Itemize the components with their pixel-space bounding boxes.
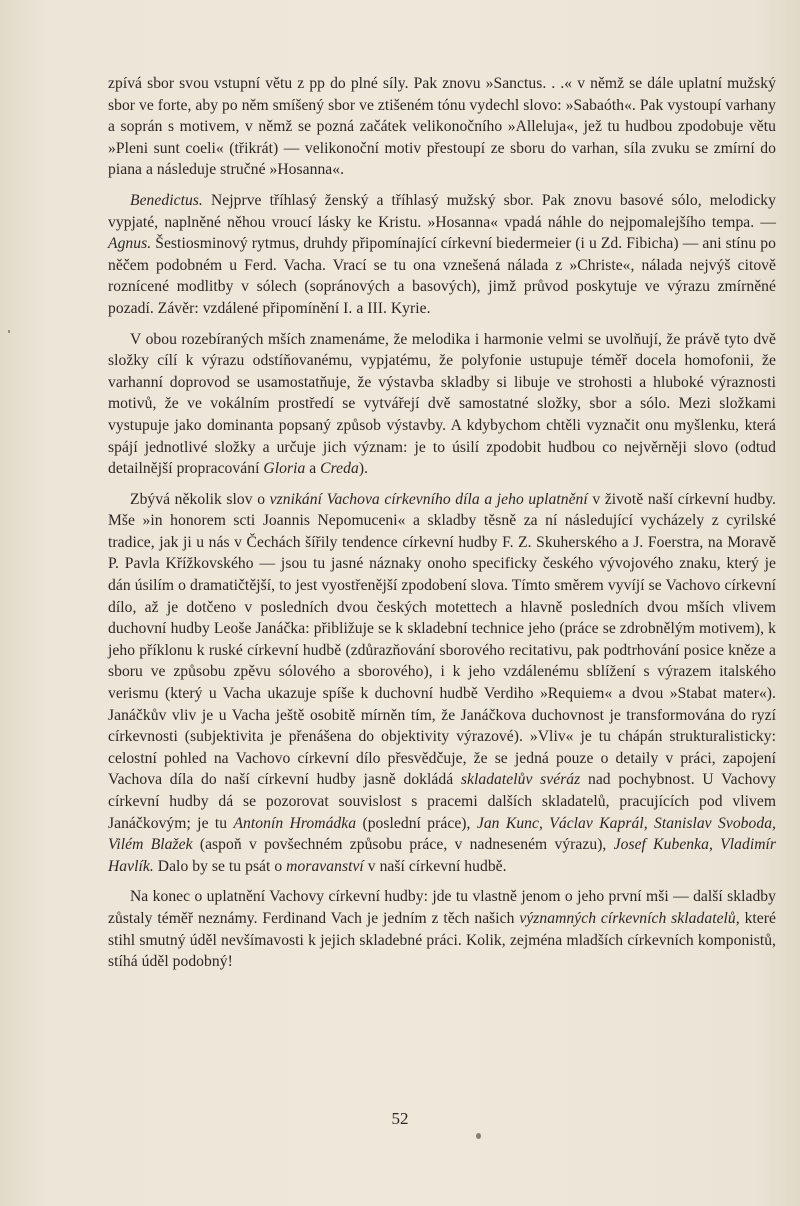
paragraph-origin: [108, 489, 776, 878]
italic-run: skladatelův svéráz: [460, 771, 581, 789]
body-text: [108, 73, 776, 982]
text-run: (poslední práce),: [356, 814, 477, 832]
paragraph-conclusion: [108, 886, 776, 972]
text-run: Zbývá několik slov o: [130, 490, 270, 508]
page-number: 52: [391, 1109, 409, 1128]
text-run: Šestiosminový rytmus, druhdy připomínající církevní biedermeier (i u Zd. Fibicha) — ani stínu po něčem podobném u Ferd. Vacha. Vrací se tu ona vznešená nálada z »Christe«, nálada nejvýš citově roznícené modlitby v sólech (sopránových a basových), jimž průvod poskytuje ve výrazu zmírněné pozadí. Závěr: vzdálené připomínění I. a III. Kyrie.: [108, 235, 776, 317]
paragraph-analysis: [108, 329, 776, 480]
italic-run: moravanství: [286, 857, 364, 875]
italic-run: Benedictus.: [130, 191, 203, 209]
text-run: nad pochybnost. U Vachovy církevní hudby dá se pozorovat souvislost s pracemi dalších skladatelů, pracujících pod vlivem Janáčkovým; je tu: [108, 771, 776, 832]
text-run: (aspoň v povšechném způsobu práce, v nadneseném výrazu),: [192, 836, 614, 854]
italic-run: Agnus.: [108, 235, 152, 253]
italic-run: Jan Kunc, Václav Kaprál, Stanislav Svoboda, Vilém Blažek: [108, 814, 776, 854]
text-run: Dalo by se tu psát o: [153, 857, 287, 875]
text-run: které stihl smutný úděl nevšímavosti k jejich skladebné práci. Kolik, zejména mladších církevních komponistů, stíhá úděl podobný!: [108, 909, 776, 971]
text-run: Nejprve tříhlasý ženský a tříhlasý mužský sbor. Pak znovu basové sólo, melodicky vypjaté, naplněné něhou vroucí lásky ke Kristu. »Hosanna« vpadá náhle do nejpomalejšího tempa. —: [108, 191, 776, 231]
paragraph-sanctus: [108, 73, 776, 181]
text-run: v naší církevní hudbě.: [363, 857, 507, 875]
text-run: v životě naší církevní hudby. Mše »in honorem scti Joannis Nepomuceni« a skladby těsně za ní následující vycházely z cyrilské tradice, jak ji u nás v Čechách šířily tendence církevní hudby F. Z. Skuherského a J. Foerstra, na Moravě P. Pavla Křížkovského — jsou tu jasné náznaky onoho specificky českého vývojového znaku, který je dán úsilím o dramatičtější, to jest vyostřenější zpodobení slova. Tímto směrem vyvíjí se Vachovo církevní dílo, až je dotčeno v posledních dvou českých motettech a hlavně posledních dvou mších vlivem duchovní hudby Leoše Janáčka: přibližuje se k skladební technice jeho (práce se zdrobnělým motivem), k jeho příklonu k ruské církevní hudbě (zdůrazňování sborového recitativu, pak podtrhování posice kněze a sboru ve způsobu zpěvu sólového a sborového), i k jeho vzdálenému sblížení s výrazem italského verismu (který u Vacha ukazuje spíše k duchovní hudbě Verdiho »Requiem« a dvou »Stabat mater«). Janáčkův vliv je u Vacha ještě osobitě mírněn tím, že Janáčkova duchovnost je transformována do ryzí církevnosti (subjektivita je přenášena do objektivity výrazové). »Vliv« je tu chápán strukturalisticky: celostní pohled na Vachovo církevní dílo přesvědčuje, že se jedná pouze o detaily v práci, zapojení Vachova díla do naší církevní hudby jasně dokládá: [108, 490, 776, 789]
text-run: Na konec o uplatnění Vachovy církevní hudby: jde tu vlastně jenom o jeho první mši — další skladby zůstaly téměř neznámy. Ferdinand Vach je jedním z těch našich: [108, 888, 776, 927]
italic-run: významných církevních skladatelů,: [519, 909, 740, 927]
text-run: V obou rozebíraných mších znamenáme, že melodika i harmonie velmi se uvolňují, že právě tyto dvě složky cílí k výrazu odstíňovanému, vypjatému, že polyfonie ustupuje téměř docela homofonii, že varhanní doprovod se usamostatňuje, že výstavba skladby si libuje ve strohosti a hluboké výraznosti motivů, že ve vokálním prostředí se vytvářejí dvě samostatné složky, sbor a sólo. Mezi složkami vystupuje jako dominanta popsaný způsob výstavby. A kdybychom chtěli vyznačit onu myšlenku, která spájí jednotlivé složky a určuje jich význam: je to úsilí zpodobit hudbou co nejvěrněji slovo (odtud detailnější propracování: [108, 330, 776, 478]
text-run: ).: [358, 460, 369, 478]
italic-run: Gloria: [263, 460, 306, 478]
italic-run: Josef Kubenka, Vladimír Havlík.: [108, 836, 777, 875]
italic-run: Creda: [320, 460, 359, 478]
italic-run: Antonín Hromádka: [233, 814, 357, 832]
paragraph-benedictus-agnus: [108, 190, 776, 320]
italic-run: vznikání Vachova církevního díla a jeho uplatnění: [269, 490, 588, 508]
margin-mark: [8, 330, 10, 333]
ink-dot: [476, 1133, 481, 1139]
text-run: a: [305, 460, 321, 478]
text-run: zpívá sbor svou vstupní větu z pp do plné síly. Pak znovu »Sanctus. . .« v němž se dále uplatní mužský sbor ve forte, aby po něm smíšený sbor ve ztišeném tónu vydechl slovo: »Sabaóth«. Pak vystoupí varhany a soprán s motivem, v němž se pozná začátek velikonočního »Alleluja«, jež tu hudbou zpodobuje větu »Pleni sunt coeli« (třikrát) — velikonoční motiv přestoupí ze sboru do varhan, síla zvuku se zmírní do piana a následuje stručné »Hosanna«.: [108, 75, 776, 179]
